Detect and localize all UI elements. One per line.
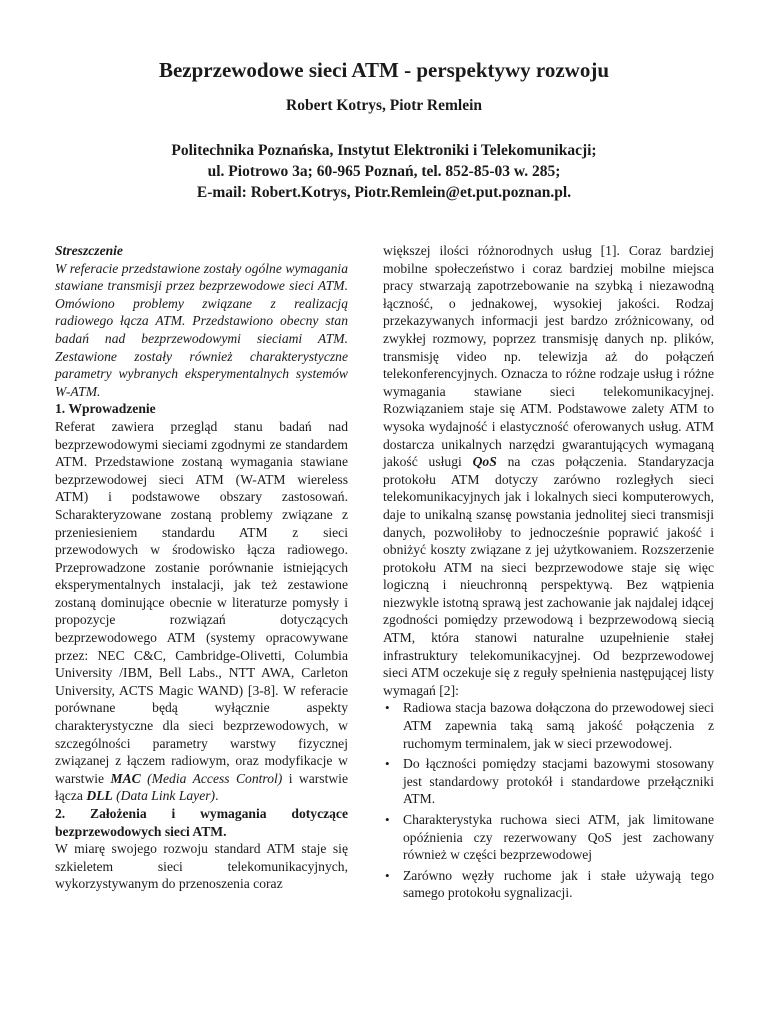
right-column-text [383, 242, 714, 699]
paper-authors: Robert Kotrys, Piotr Remlein [286, 97, 482, 114]
requirements-list [383, 699, 714, 902]
list-item-text: Do łączności pomiędzy stacjami bazowymi stosowany jest standardowy protokół i standardowe przełączniki ATM. [403, 756, 714, 807]
email-line: E-mail: Robert.Kotrys, Piotr.Remlein@et.put.poznan.pl. [196, 184, 572, 201]
section-1-heading: 1. Wprowadzenie [55, 401, 156, 417]
section-1-text-c: . [215, 788, 219, 804]
paper-title: Bezprzewodowe sieci ATM - perspektywy rozwoju [158, 58, 610, 82]
address-line: ul. Piotrowo 3a; 60-965 Poznań, tel. 852-85-03 w. 285; [207, 163, 561, 180]
section-1-text-a: Referat zawiera przegląd stanu badań nad bezprzewodowymi sieciami zgodnymi ze standardem ATM. Przedstawione zostaną wymagania stawiane bezprzewodowej sieci ATM (W-ATM wiereless ATM) i podstawowe obszary zastosowań. Scharakteryzowane zostaną problemy związane z przeniesieniem standardu ATM z sieci przewodowych w środowisko łącza radiowego. Przeprowadzone zostanie porównanie istniejących eksperymentalnych instalacji, jak też zestawione zostaną dominujące obecnie w literaturze pomysły i propozycje rozwiązań dotyczących bezprzewodowego ATM (systemy opracowywane przez: NEC C&C, Cambridge-Olivetti, Columbia University /IBM, Bell Labs., NTT AWA, Carleton University, ACTS Magic WAND) [3-8]. W referacie porównane będą wyłącznie aspekty charakterystyczne dla sieci bezprzewodowych, w szczególności parametry warstwy fizycznej związanej z łączem radiowym, oraz modyfikacje w warstwie [55, 418, 348, 786]
mac-term: MAC [110, 770, 141, 786]
bullet-icon: • [385, 700, 390, 716]
bullet-icon: • [385, 867, 390, 883]
list-item-text: Charakterystyka ruchowa sieci ATM, jak limitowane opóźnienia czy rezerwowany QoS jest zachowany również w części bezprzewodowej [403, 812, 714, 863]
bullet-icon: • [385, 812, 390, 827]
abstract-heading: Streszczenie [55, 243, 123, 258]
section-2-heading: 2. Założenia i wymagania dotyczące bezprzewodowych sieci ATM. [55, 806, 348, 839]
section-1-text [55, 418, 348, 805]
right-column [383, 242, 714, 905]
list-item [383, 867, 714, 902]
section-2-text: W miarę swojego rozwoju standard ATM staje się szkieletem sieci telekomunikacyjnych, wykorzystywanym do przenoszenia coraz [55, 841, 348, 892]
affiliation-line: Politechnika Poznańska, Instytut Elektroniki i Telekomunikacji; [171, 142, 597, 159]
section-1-text-b: i warstwie łącza [55, 770, 348, 804]
abstract-text: W referacie przedstawione zostały ogólne wymagania stawiane transmisji przez bezprzewodowe sieci ATM. Omówiono problemy związane z realizacją radiowego łącza ATM. Przedstawiono obecny stan badań nad bezprzewodowymi sieciami ATM. Zestawione zostały również charakterystyczne parametry wybranych eksperymentalnych systemów W-ATM. [55, 260, 348, 399]
list-item-text: Zarówno węzły ruchome jak i stałe używają tego samego protokołu sygnalizacji. [403, 867, 714, 901]
left-column [55, 242, 348, 893]
dll-description: (Data Link Layer) [112, 788, 216, 804]
affiliation-block [0, 140, 768, 203]
dll-term: DLL [86, 788, 113, 804]
list-item [383, 699, 714, 752]
right-text-a: większej ilości różnorodnych usług [1]. Coraz bardziej mobilne społeczeństwo i coraz bardziej mobilne miejsca pracy stwarzają zapotrzebowanie na szybką i niezawodną łączność, o jednakowej, wysokiej jakości. Rodzaj przekazywanych informacji jest bardzo zróżnicowany, od zwykłej rozmowy, poprzez transmisję danych np. plików, transmisję video np. telewizja aż do połączeń telekonferencyjnych. Oznacza to różne rodzaje usług i różne wymagania stawiane sieci telekomunikacyjnej. Rozwiązaniem staje się ATM. Podstawowe zalety ATM to wysoka wydajność i elastyczność oferowanych usług. ATM dostarcza unikalnych narzędzi gwarantujących wymaganą jakość usługi [383, 243, 714, 470]
mac-description: (Media Access Control) [140, 770, 283, 786]
right-text-b: na czas połączenia. Standaryzacja protokołu ATM dotyczy zarówno rozległych sieci telekomunikacyjnych jak i lokalnych sieci komputerowych, daje to unikalną szansę powstania jednolitej sieci transmisji danych, pozwoliłoby to jednocześnie poprawić jakość i obniżyć koszty związane z jej użytkowaniem. Rozszerzenie protokołu ATM na sieci bezprzewodowe staje się więc logiczną i nieuchronną perspektywą. Bez wątpienia niezwykle istotną sprawą jest zachowanie jak najdalej idącej zgodności pomiędzy przewodową i bezprzewodową siecią ATM, która stanowi naturalne uzupełnienie stałej infrastruktury telekomunikacyjnej. Od bezprzewodowej sieci ATM oczekuje się z reguły spełnienia następującej listy wymagań [2]: [383, 454, 714, 698]
list-item [383, 811, 714, 864]
bullet-icon: • [385, 756, 390, 772]
list-item [383, 755, 714, 808]
qos-term: QoS [472, 454, 497, 470]
list-item-text: Radiowa stacja bazowa dołączona do przewodowej sieci ATM zapewnia taką samą jakość połączenia z ruchomym terminalem, jak w sieci przewodowej. [403, 700, 714, 751]
